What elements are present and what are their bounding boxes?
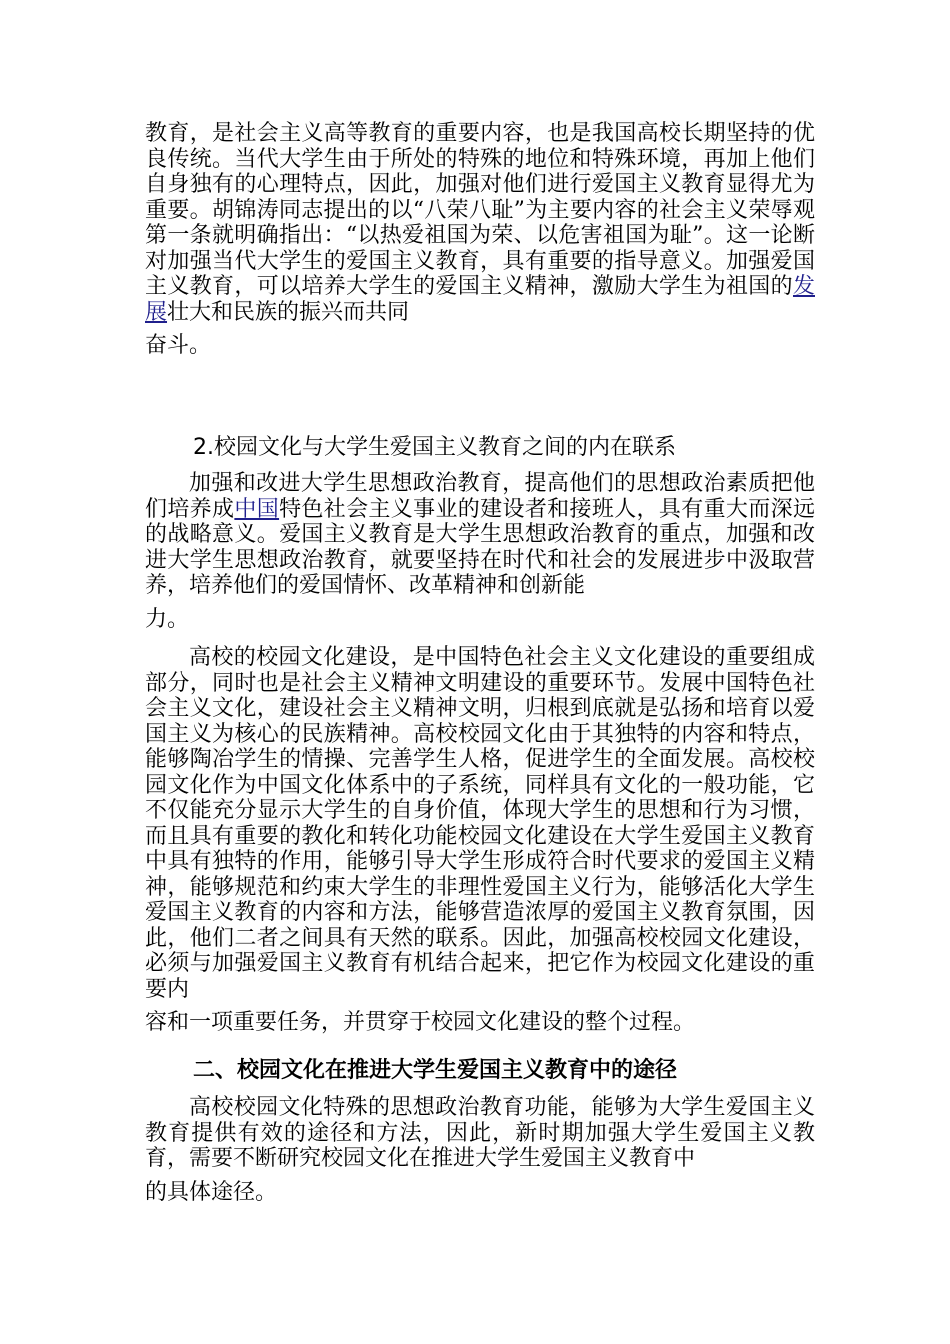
link-development[interactable]: 发展 bbox=[145, 274, 815, 325]
link-china[interactable]: 中国 bbox=[234, 496, 280, 522]
paragraph-last-line: 容和一项重要任务，并贯穿于校园文化建设的整个过程。 bbox=[145, 1010, 696, 1035]
paragraph-last-line: 的具体途径。 bbox=[145, 1179, 278, 1205]
paragraph-patriotic-education-intro bbox=[145, 121, 815, 365]
subheading-inner-connection: 2.校园文化与大学生爱国主义教育之间的内在联系 bbox=[193, 435, 676, 460]
paragraph-text: 壮大和民族的振兴而共同 bbox=[167, 299, 410, 325]
paragraph-text: 加强和改进大学生思想政治教育，提高他们的思想政治素质把他们培养成 bbox=[145, 471, 815, 522]
paragraph-ideological-education bbox=[145, 471, 815, 639]
paragraph-campus-culture-construction bbox=[145, 645, 815, 1042]
paragraph-last-line: 奋斗。 bbox=[145, 333, 212, 358]
paragraph-text: 特色社会主义事业的建设者和接班人，具有重大而深远的战略意义。爱国主义教育是大学生思想政治教育的重点，加强和改进大学生思想政治教育，就要坚持在时代和社会的发展进步中汲取营养，培养他们的爱国情怀、改革精神和创新能 bbox=[145, 496, 815, 598]
section-heading-approaches: 二、校园文化在推进大学生爱国主义教育中的途径 bbox=[193, 1058, 678, 1083]
paragraph-text: 高校校园文化特殊的思想政治教育功能，能够为大学生爱国主义教育提供有效的途径和方法，因此，新时期加强大学生爱国主义教育，需要不断研究校园文化在推进大学生爱国主义教育中 bbox=[145, 1095, 815, 1171]
paragraph-text: 教育，是社会主义高等教育的重要内容，也是我国高校长期坚持的优良传统。当代大学生由于所处的特殊的地位和特殊环境，再加上他们自身独有的心理特点，因此，加强对他们进行爱国主义教育显得尤为重要。胡锦涛同志提出的以“八荣八耻”为主要内容的社会主义荣辱观第一条就明确指出：“以热爱祖国为荣、以危害祖国为耻”。这一论断对加强当代大学生的爱国主义教育，具有重要的指导意义。加强爱国主义教育，可以培养大学生的爱国主义精神，激励大学生为祖国的 bbox=[145, 121, 815, 299]
paragraph-specific-approaches bbox=[145, 1095, 815, 1212]
paragraph-text: 高校的校园文化建设，是中国特色社会主义文化建设的重要组成部分，同时也是社会主义精神文明建设的重要环节。发展中国特色社会主义文化，建设社会主义精神文明，归根到底就是弘扬和培育以爱国主义为核心的民族精神。高校校园文化由于其独特的内容和特点，能够陶冶学生的情操、完善学生人格，促进学生的全面发展。高校校园文化作为中国文化体系中的子系统，同样具有文化的一般功能，它不仅能充分显示大学生的自身价值，体现大学生的思想和行为习惯，而且具有重要的教化和转化功能校园文化建设在大学生爱国主义教育中具有独特的作用，能够引导大学生形成符合时代要求的爱国主义精神，能够规范和约束大学生的非理性爱国主义行为，能够活化大学生爱国主义教育的内容和方法，能够营造浓厚的爱国主义教育氛围，因此，他们二者之间具有天然的联系。因此，加强高校校园文化建设，必须与加强爱国主义教育有机结合起来，把它作为校园文化建设的重要内 bbox=[145, 645, 815, 1002]
paragraph-last-line: 力。 bbox=[145, 606, 190, 632]
